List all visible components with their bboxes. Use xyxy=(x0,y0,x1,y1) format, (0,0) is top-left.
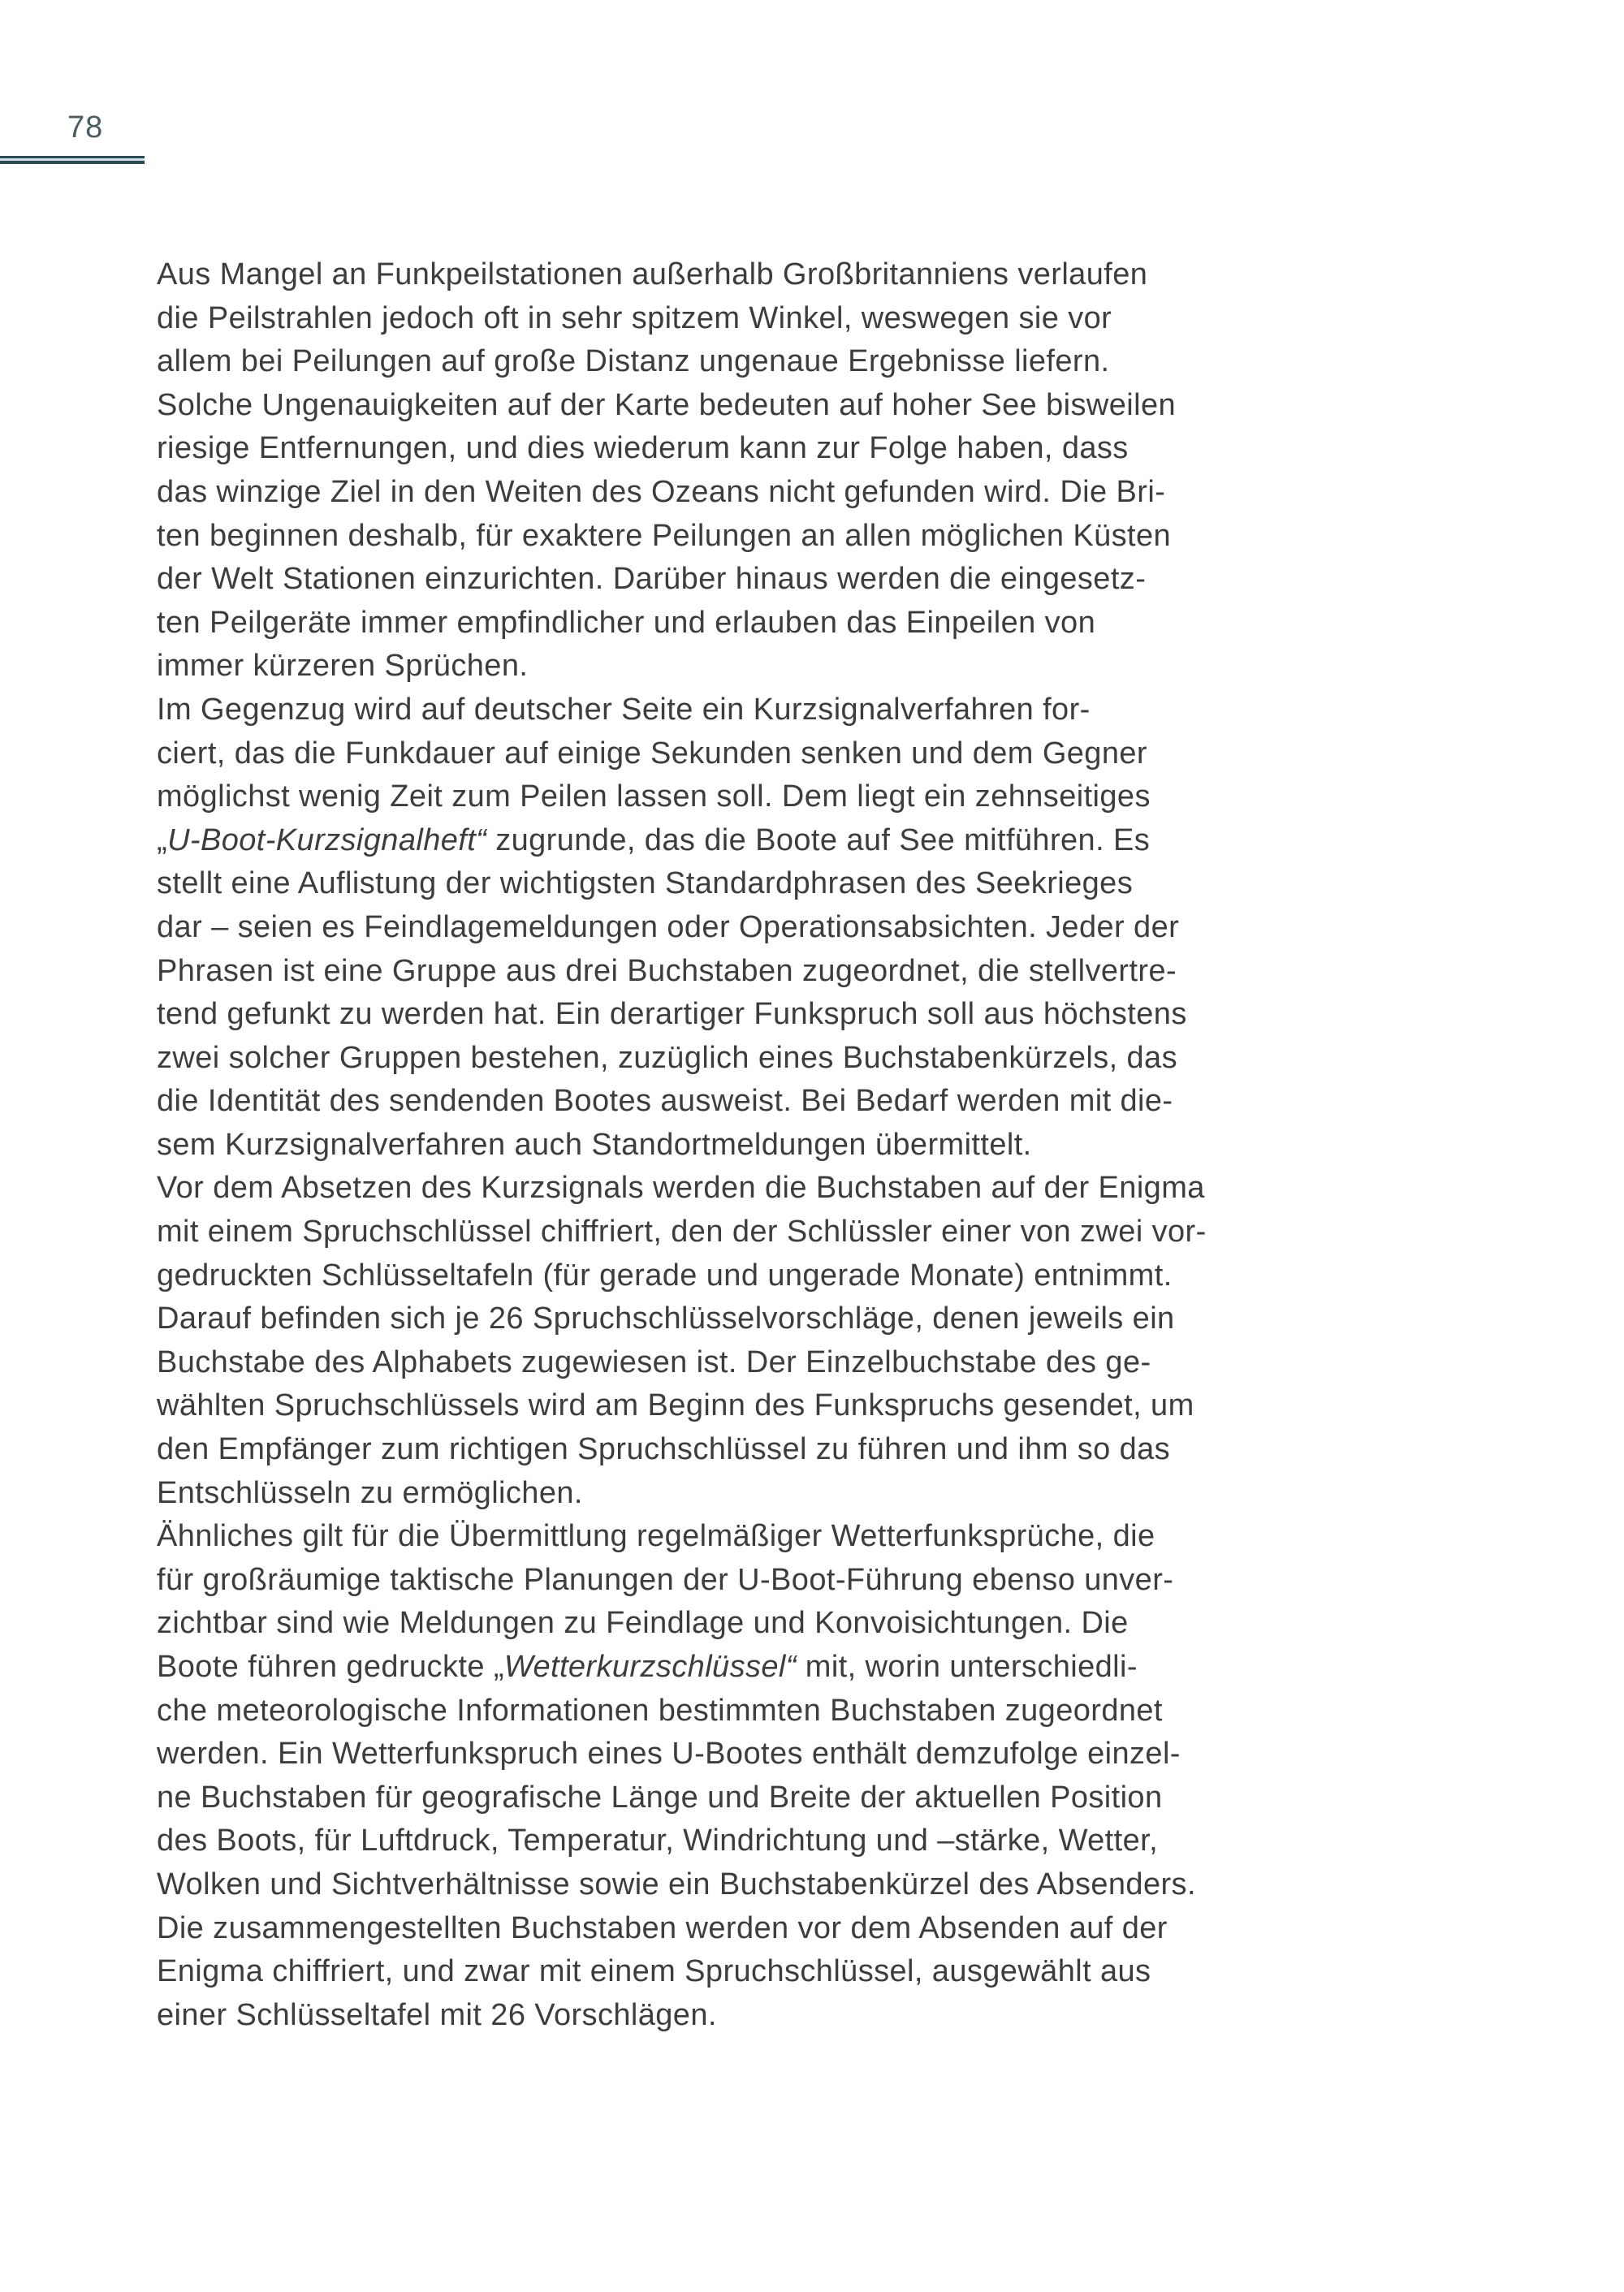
text-line xyxy=(157,1819,1237,1863)
text-segment: für großräumige taktische Planungen der U-Boot-Führung ebenso unver- xyxy=(157,1562,1174,1597)
text-line xyxy=(157,1472,1237,1516)
text-line xyxy=(157,427,1237,471)
text-line xyxy=(157,1384,1237,1428)
text-line xyxy=(157,1863,1237,1907)
text-line xyxy=(157,1515,1237,1559)
text-segment: Im Gegenzug wird auf deutscher Seite ein Kurzsignalverfahren for- xyxy=(157,692,1091,727)
paragraph xyxy=(157,688,1237,1168)
text-segment: stellt eine Auflistung der wichtigsten Standardphrasen des Seekrieges xyxy=(157,866,1134,901)
text-segment: Vor dem Absetzen des Kurzsignals werden die Buchstaben auf der Enigma xyxy=(157,1171,1205,1206)
text-segment: Ähnliches gilt für die Übermittlung regelmäßiger Wetterfunksprüche, die xyxy=(157,1519,1155,1554)
page-number: 78 xyxy=(67,110,104,145)
text-line xyxy=(157,558,1237,602)
text-line xyxy=(157,1254,1237,1298)
text-line xyxy=(157,515,1237,559)
text-segment: zugrunde, das die Boote auf See mitführen. Es xyxy=(486,822,1151,857)
text-segment: allem bei Peilungen auf große Distanz ungenaue Ergebnisse liefern. xyxy=(157,344,1110,379)
text-segment: ne Buchstaben für geografische Länge und Breite der aktuellen Position xyxy=(157,1780,1163,1815)
text-segment: zichtbar sind wie Meldungen zu Feindlage und Konvoisichtungen. Die xyxy=(157,1606,1129,1641)
text-line xyxy=(157,1994,1237,2038)
text-line xyxy=(157,1602,1237,1646)
text-line xyxy=(157,732,1237,776)
text-segment: Entschlüsseln zu ermöglichen. xyxy=(157,1475,583,1510)
text-line xyxy=(157,1297,1237,1341)
text-segment: der Welt Stationen einzurichten. Darüber hinaus werden die eingesetz- xyxy=(157,562,1147,597)
text-segment: die Peilstrahlen jedoch oft in sehr spitzem Winkel, weswegen sie vor xyxy=(157,300,1112,335)
text-segment: Boote führen gedruckte xyxy=(157,1650,494,1684)
text-segment: „ xyxy=(493,1650,504,1684)
italic-text-segment: U-Boot-Kurzsignalheft“ xyxy=(167,822,487,857)
text-line xyxy=(157,1776,1237,1820)
text-segment: möglichst wenig Zeit zum Peilen lassen soll. Dem liegt ein zehnseitiges xyxy=(157,779,1151,814)
text-segment: „ xyxy=(157,822,168,857)
body-text xyxy=(157,253,1237,2037)
text-segment: sem Kurzsignalverfahren auch Standortmeldungen übermittelt. xyxy=(157,1127,1032,1162)
text-segment: mit, worin unterschiedli- xyxy=(796,1650,1138,1684)
text-segment: Phrasen ist eine Gruppe aus drei Buchstaben zugeordnet, die stellvertre- xyxy=(157,953,1177,988)
text-segment: ten beginnen deshalb, für exaktere Peilungen an allen möglichen Küsten xyxy=(157,518,1172,553)
text-line xyxy=(157,1950,1237,1994)
header-rule xyxy=(0,156,145,164)
text-line xyxy=(157,1646,1237,1690)
text-line xyxy=(157,1080,1237,1124)
text-line xyxy=(157,1341,1237,1385)
text-segment: Wolken und Sichtverhältnisse sowie ein Buchstabenkürzel des Absenders. xyxy=(157,1867,1196,1901)
text-segment: zwei solcher Gruppen bestehen, zuzüglich eines Buchstabenkürzels, das xyxy=(157,1040,1177,1075)
text-line xyxy=(157,1037,1237,1081)
text-line xyxy=(157,1167,1237,1211)
italic-text-segment: Wetterkurzschlüssel“ xyxy=(503,1650,797,1684)
text-segment: einer Schlüsseltafel mit 26 Vorschlägen. xyxy=(157,1997,717,2032)
text-segment: Darauf befinden sich je 26 Spruchschlüsselvorschläge, denen jeweils ein xyxy=(157,1301,1175,1336)
paragraph xyxy=(157,1515,1237,2037)
text-line xyxy=(157,862,1237,906)
text-segment: Buchstabe des Alphabets zugewiesen ist. Der Einzelbuchstabe des ge- xyxy=(157,1345,1151,1379)
text-line xyxy=(157,253,1237,297)
text-line xyxy=(157,645,1237,688)
text-segment: mit einem Spruchschlüssel chiffriert, den der Schlüssler einer von zwei vor- xyxy=(157,1215,1207,1250)
text-line xyxy=(157,1690,1237,1733)
text-segment: des Boots, für Luftdruck, Temperatur, Windrichtung und –stärke, Wetter, xyxy=(157,1824,1159,1858)
text-segment: Enigma chiffriert, und zwar mit einem Spruchschlüssel, ausgewählt aus xyxy=(157,1954,1151,1989)
text-line xyxy=(157,819,1237,863)
text-line xyxy=(157,775,1237,819)
text-segment: Aus Mangel an Funkpeilstationen außerhalb Großbritanniens verlaufen xyxy=(157,257,1148,291)
text-segment: gedruckten Schlüsseltafeln (für gerade und ungerade Monate) entnimmt. xyxy=(157,1258,1173,1293)
text-segment: wählten Spruchschlüssels wird am Beginn des Funkspruchs gesendet, um xyxy=(157,1388,1194,1423)
text-segment: Solche Ungenauigkeiten auf der Karte bedeuten auf hoher See bisweilen xyxy=(157,387,1177,422)
text-line xyxy=(157,906,1237,950)
text-line xyxy=(157,1428,1237,1472)
text-line xyxy=(157,1211,1237,1254)
text-line xyxy=(157,1124,1237,1168)
text-line xyxy=(157,297,1237,341)
text-segment: Die zusammengestellten Buchstaben werden vor dem Absenden auf der xyxy=(157,1910,1168,1945)
text-segment: ciert, das die Funkdauer auf einige Sekunden senken und dem Gegner xyxy=(157,736,1147,770)
text-line xyxy=(157,688,1237,732)
text-line xyxy=(157,384,1237,428)
text-line xyxy=(157,1733,1237,1776)
text-segment: die Identität des sendenden Bootes ausweist. Bei Bedarf werden mit die- xyxy=(157,1084,1173,1119)
text-segment: tend gefunkt zu werden hat. Ein derartiger Funkspruch soll aus höchstens xyxy=(157,997,1187,1032)
text-segment: werden. Ein Wetterfunkspruch eines U-Bootes enthält demzufolge einzel- xyxy=(157,1737,1181,1772)
text-line xyxy=(157,340,1237,384)
text-line xyxy=(157,950,1237,994)
text-line xyxy=(157,1559,1237,1603)
text-line xyxy=(157,1907,1237,1951)
text-segment: riesige Entfernungen, und dies wiederum kann zur Folge haben, dass xyxy=(157,431,1129,466)
text-line xyxy=(157,993,1237,1037)
text-segment: das winzige Ziel in den Weiten des Ozeans nicht gefunden wird. Die Bri- xyxy=(157,474,1166,509)
text-line xyxy=(157,602,1237,645)
text-segment: che meteorologische Informationen bestimmten Buchstaben zugeordnet xyxy=(157,1693,1163,1728)
text-segment: dar – seien es Feindlagemeldungen oder Operationsabsichten. Jeder der xyxy=(157,909,1180,944)
paragraph xyxy=(157,1167,1237,1515)
text-segment: immer kürzeren Sprüchen. xyxy=(157,649,529,684)
text-line xyxy=(157,471,1237,515)
text-segment: ten Peilgeräte immer empfindlicher und erlauben das Einpeilen von xyxy=(157,605,1096,640)
text-segment: den Empfänger zum richtigen Spruchschlüssel zu führen und ihm so das xyxy=(157,1432,1171,1467)
paragraph xyxy=(157,253,1237,688)
